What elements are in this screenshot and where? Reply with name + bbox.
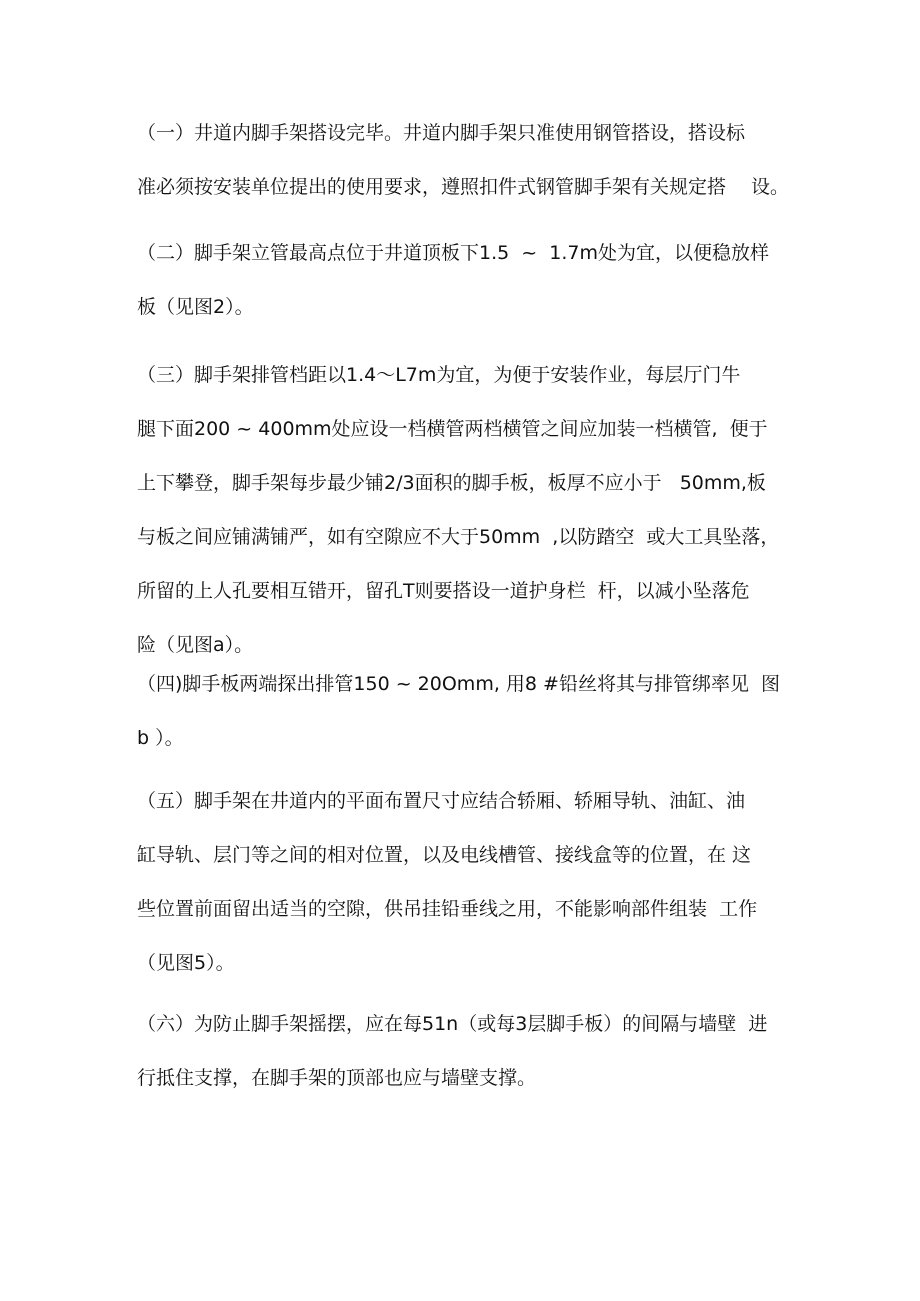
paragraph-line: （四)脚手板两端探出排管150 ~ 20Omm, 用8 #铅丝将其与排管绑率见 图 [137,673,781,695]
paragraph-line: （六）为防止脚手架摇摆，应在每51n（或每3层脚手板）的间隔与墙壁 进 [137,1013,768,1035]
paragraph-4 [137,664,817,759]
paragraph-2 [137,233,817,328]
paragraph-line: 与板之间应铺满铺严，如有空隙应不大于50mm ,以防踏空 或大工具坠落， [137,526,780,548]
paragraph-line: b ）。 [137,727,184,749]
paragraph-line: （一）井道内脚手架搭设完毕。井道内脚手架只准使用钢管搭设，搭设标 [137,122,746,144]
paragraph-line: 行抵住支撑，在脚手架的顶部也应与墙壁支撑。 [137,1067,537,1089]
paragraph-line: 些位置前面留出适当的空隙，供吊挂铅垂线之用，不能影响部件组装 工作 [137,898,758,920]
paragraph-line: 所留的上人孔要相互错开，留孔T则要搭设一道护身栏 杆，以减小坠落危 [137,580,750,602]
paragraph-line: （三）脚手架排管档距以1.4～L7m为宜，为便于安装作业，每层厅门牛 [137,364,741,386]
paragraph-line: 上下攀登，脚手架每步最少铺2/3面积的脚手板，板厚不应小于 50mm,板 [137,472,766,494]
paragraph-3 [137,355,817,666]
paragraph-6 [137,1004,817,1099]
paragraph-line: 准必须按安装单位提出的使用要求，遵照扣件式钢管脚手架有关规定搭 设。 [137,176,790,198]
paragraph-line: （见图5）。 [137,952,235,974]
paragraph-line: 腿下面200 ~ 400mm处应设一档横管两档横管之间应加装一档横管, 便于 [137,418,768,440]
paragraph-1 [137,113,817,208]
paragraph-5 [137,781,817,984]
paragraph-line: 板（见图2）。 [137,296,254,318]
paragraph-line: （五）脚手架在井道内的平面布置尺寸应结合轿厢、轿厢导轨、油缸、油 [137,790,746,812]
paragraph-line: （二）脚手架立管最高点位于井道顶板下1.5 ~ 1.7m处为宜，以便稳放样 [137,242,770,264]
paragraph-line: 缸导轨、层门等之间的相对位置，以及电线槽管、接线盒等的位置，在 这 [137,844,752,866]
paragraph-line: 险（见图a）。 [137,634,254,656]
